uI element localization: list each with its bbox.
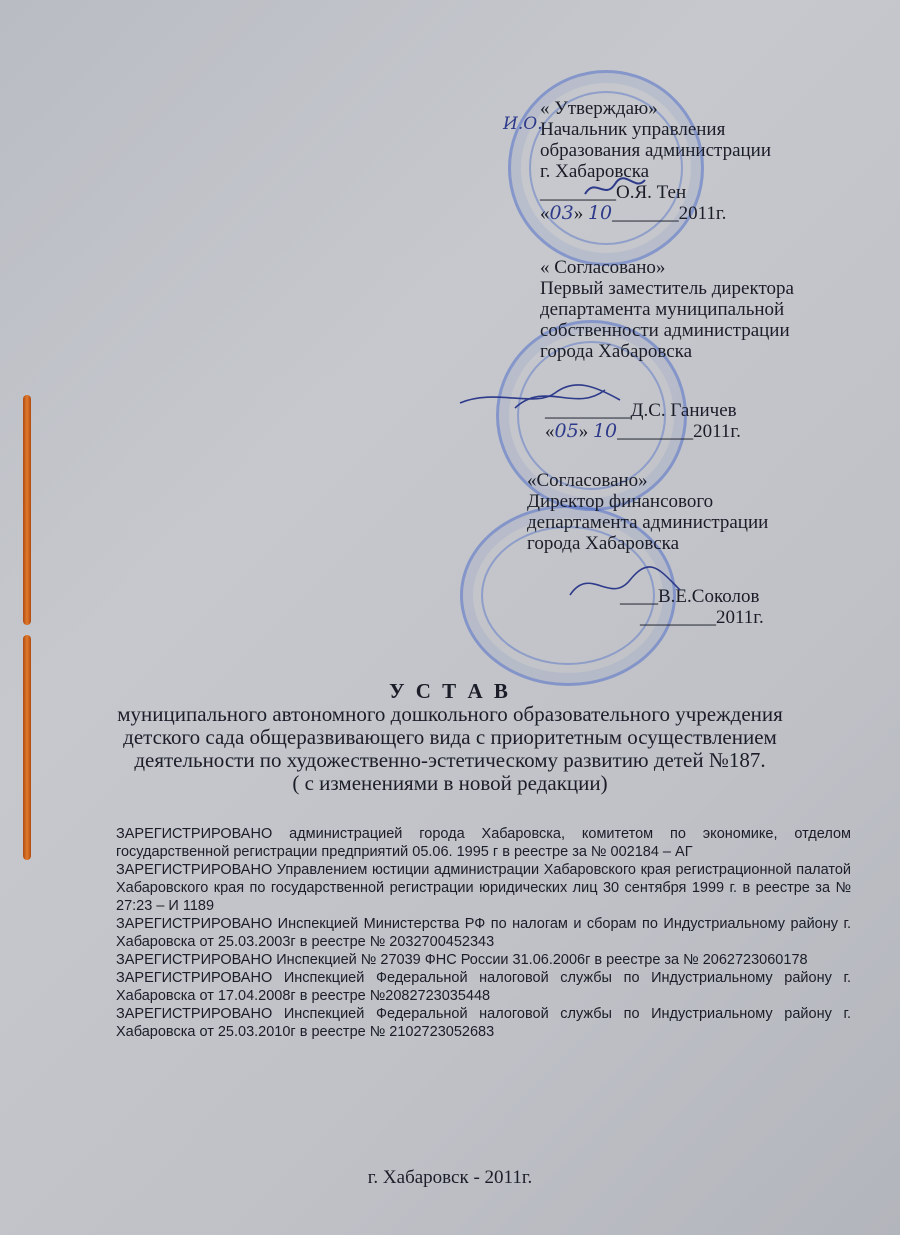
city-year-footer: г. Хабаровск - 2011г. <box>367 1167 533 1188</box>
agreement2-position-3: города Хабаровска <box>527 533 680 554</box>
agreement1-heading: « Согласовано» <box>540 257 666 278</box>
approval-position-3: г. Хабаровска <box>540 161 650 182</box>
agreement2-signature-line: ____В.Е.Соколов ________2011г. <box>620 586 764 628</box>
charter-subtitle-3: деятельности по художественно-эстетическому развитию детей №187. <box>134 748 766 772</box>
agreement1-position-1: Первый заместитель директора <box>540 278 794 299</box>
approval-signer-name: О.Я. Тен <box>616 182 687 203</box>
agreement2-signer-name: В.Е.Соколов <box>658 586 760 607</box>
agreement1-position-2: департамента муниципальной <box>540 299 785 320</box>
charter-subtitle-1: муниципального автономного дошкольного образовательного учреждения <box>117 702 783 726</box>
approval-handwritten-prefix: И.О. <box>503 114 543 134</box>
approval-signature-line: ________О.Я. Тен <box>540 182 687 203</box>
approval-date-month: 10 <box>587 202 613 224</box>
agreement1-date-day: 05 <box>554 420 579 442</box>
agreement1-position-3: собственности администрации <box>540 320 790 341</box>
agreement1-signer-name: Д.С. Ганичев <box>630 400 737 421</box>
agreement2-position-1: Директор финансового <box>527 491 714 512</box>
registration-entry: ЗАРЕГИСТРИРОВАНО Инспекцией Федеральной налоговой службы по Индустриальному району г. Хабаровска от 25.03.2010г в реестре № 2102723052683 <box>116 1006 851 1040</box>
agreement1-date-line: «05» 10________2011г. <box>545 420 741 442</box>
approval-position-1: Начальник управления <box>540 119 726 140</box>
agreement1-date-year: 2011г. <box>693 421 741 442</box>
charter-title <box>0 680 900 795</box>
agreement2-position-2: департамента администрации <box>527 512 769 533</box>
charter-subtitle-2: детского сада общеразвивающего вида с приоритетным осуществлением <box>123 725 777 749</box>
agreement2-signature <box>560 560 690 610</box>
registration-entry: ЗАРЕГИСТРИРОВАНО Инспекцией Федеральной налоговой службы по Индустриальному району г. Хабаровска от 17.04.2008г в реестре №2082723035448 <box>116 970 851 1004</box>
approval-date-year: 2011г. <box>678 203 727 224</box>
registration-entry: ЗАРЕГИСТРИРОВАНО Инспекцией № 27039 ФНС России 31.06.2006г в реестре за № 2062723060178 <box>116 952 808 968</box>
agreement-block-2 <box>527 470 768 554</box>
agreement1-signature <box>455 378 625 418</box>
registration-list <box>116 825 851 1041</box>
agreement2-date-year: 2011г. <box>716 607 764 628</box>
agreement-block-1 <box>540 257 794 362</box>
agreement1-position-4: города Хабаровска <box>540 341 693 362</box>
approval-date-line: «03» 10_______2011г. <box>540 202 727 224</box>
approval-position-2: образования администрации <box>540 140 772 161</box>
approval-block <box>540 98 771 224</box>
registration-entry: ЗАРЕГИСТРИРОВАНО администрацией города Хабаровска, комитетом по экономике, отделом государственной регистрации предприятий 05.06. 1995 г в реестре за № 002184 – АГ <box>116 826 851 860</box>
agreement1-date-month: 10 <box>592 420 618 442</box>
binding-thread-upper <box>23 395 31 625</box>
charter-subtitle-4: ( с изменениями в новой редакции) <box>292 771 608 795</box>
approval-heading: « Утверждаю» <box>540 98 658 119</box>
registration-entry: ЗАРЕГИСТРИРОВАНО Инспекцией Министерства РФ по налогам и сборам по Индустриальному району г. Хабаровска от 25.03.2003г в реестре № 2032700452343 <box>116 916 851 950</box>
charter-heading: У С Т А В <box>389 679 511 703</box>
approval-date-day: 03 <box>549 202 574 224</box>
registration-entry: ЗАРЕГИСТРИРОВАНО Управлением юстиции администрации Хабаровского края регистрационной палатой Хабаровского края по государственной регистрации юридических лиц 30 сентября 1999 г. в реестре за № 27:23 – И 1189 <box>116 862 851 914</box>
agreement2-heading: «Согласовано» <box>527 470 648 491</box>
approval-signature <box>580 172 650 202</box>
agreement1-signature-line: _________Д.С. Ганичев «05» 10________2011г. <box>545 400 741 442</box>
